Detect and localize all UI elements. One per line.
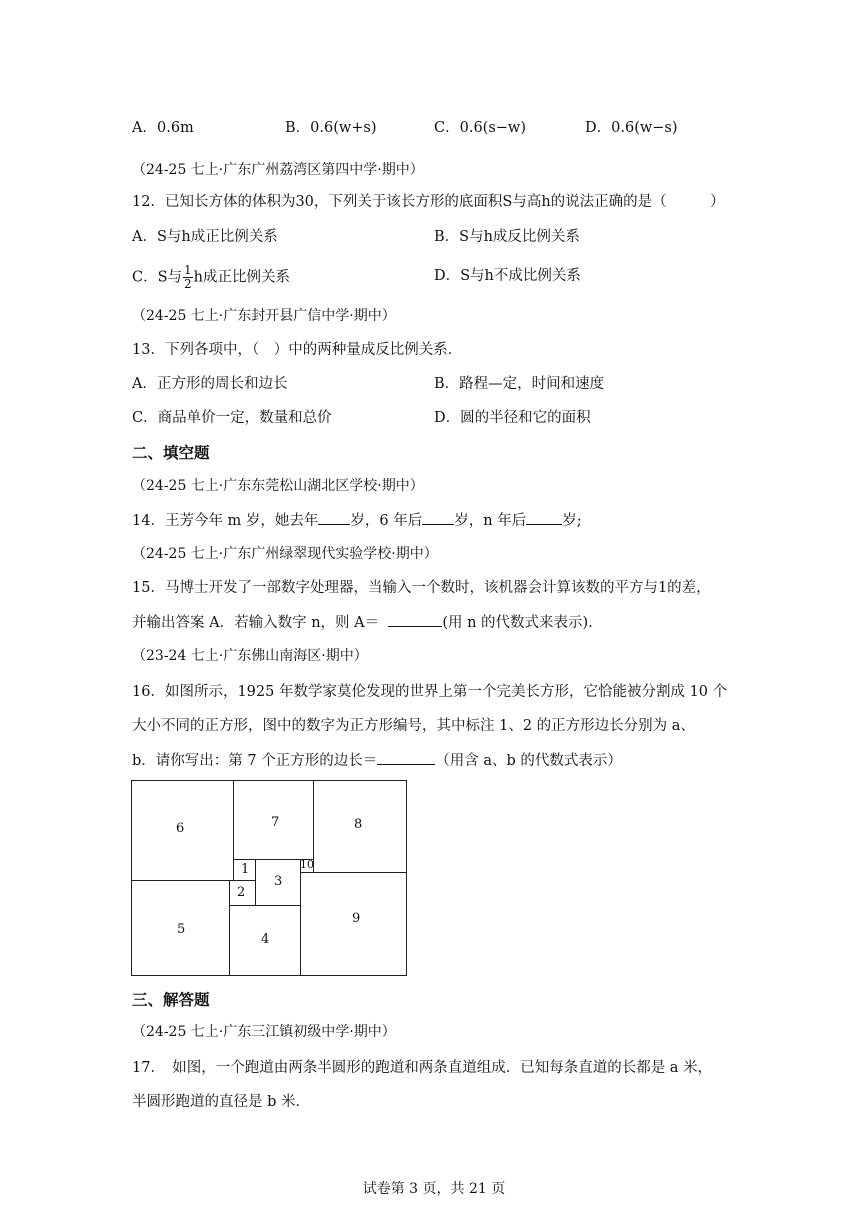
q15-line2: 并输出答案 A．若输入数字 n，则 A＝ (用 n 的代数式来表示)． bbox=[132, 612, 603, 633]
q16-source: （23-24 七上·广东佛山南海区·期中） bbox=[132, 648, 368, 664]
section-fill-in-heading: 二、填空题 bbox=[132, 443, 210, 462]
fraction-one-half: $\frac{1}{2}$ bbox=[184, 263, 192, 291]
square-3: 3 bbox=[255, 859, 301, 906]
square-4: 4 bbox=[229, 905, 301, 976]
q13-option-a: A．正方形的周长和边长 bbox=[132, 376, 288, 392]
q16-line2: 大小不同的正方形，图中的数字为正方形编号，其中标注 1、2 的正方形边长分别为 a、 bbox=[132, 718, 695, 734]
square-9: 9 bbox=[300, 872, 407, 976]
q15-blank[interactable] bbox=[388, 612, 442, 627]
q11-option-a: A．0.6m bbox=[132, 120, 194, 136]
q17-line1: 17． 如图，一个跑道由两条半圆形的跑道和两条直道组成．已知每条直道的长都是 a 米， bbox=[132, 1060, 713, 1076]
square-1: 1 bbox=[233, 859, 256, 881]
square-5: 5 bbox=[131, 880, 230, 976]
q13-stem: 13．下列各项中，（ ）中的两种量成反比例关系． bbox=[132, 342, 463, 358]
q14-blank-3[interactable] bbox=[526, 510, 562, 525]
q12-option-b: B．S与h成反比例关系 bbox=[434, 229, 580, 245]
section-answer-heading: 三、解答题 bbox=[132, 990, 210, 1009]
q17-source: （24-25 七上·广东三江镇初级中学·期中） bbox=[132, 1024, 396, 1040]
square-8: 8 bbox=[313, 780, 407, 873]
square-2: 2 bbox=[229, 880, 256, 906]
q13-option-b: B．路程—定，时间和速度 bbox=[434, 376, 605, 392]
q13-option-d: D．圆的半径和它的面积 bbox=[434, 410, 591, 426]
q15-source: （24-25 七上·广东广州绿翠现代实验学校·期中） bbox=[132, 546, 438, 562]
perfect-rectangle-diagram bbox=[131, 780, 407, 976]
q12-source: （24-25 七上·广东广州荔湾区第四中学·期中） bbox=[132, 162, 424, 178]
q12-option-d: D．S与h不成比例关系 bbox=[434, 268, 581, 284]
q11-option-c: C．0.6(s−w) bbox=[434, 120, 526, 136]
q11-option-b: B．0.6(w+s) bbox=[285, 120, 377, 136]
q12-stem: 12．已知长方体的体积为30，下列关于该长方形的底面积S与高h的说法正确的是（ ） bbox=[132, 194, 725, 210]
q11-option-d: D．0.6(w−s) bbox=[585, 120, 678, 136]
q15-line1: 15．马博士开发了一部数字处理器，当输入一个数时，该机器会计算该数的平方与1的差， bbox=[132, 580, 711, 596]
q13-option-c: C．商品单价一定，数量和总价 bbox=[132, 410, 332, 426]
q13-source: （24-25 七上·广东封开县广信中学·期中） bbox=[132, 308, 396, 324]
q16-blank[interactable] bbox=[377, 750, 435, 765]
q17-line2: 半圆形跑道的直径是 b 米． bbox=[132, 1094, 310, 1110]
q14-stem: 14．王芳今年 m 岁，她去年 岁，6 年后 岁，n 年后 岁; bbox=[132, 510, 582, 531]
page-footer: 试卷第 3 页，共 21 页 bbox=[362, 1181, 506, 1197]
square-7: 7 bbox=[233, 780, 314, 860]
q14-blank-2[interactable] bbox=[422, 510, 454, 525]
q16-line1: 16．如图所示，1925 年数学家莫伦发现的世界上第一个完美长方形，它恰能被分割成 10 个 bbox=[132, 684, 728, 700]
square-6: 6 bbox=[131, 780, 234, 881]
q14-source: （24-25 七上·广东东莞松山湖北区学校·期中） bbox=[132, 478, 424, 494]
square-10: 10 bbox=[300, 858, 314, 871]
q12-option-c: C．S与 $\frac{1}{2}$ h成正比例关系 bbox=[132, 263, 291, 291]
q12-option-a: A．S与h成正比例关系 bbox=[132, 229, 278, 245]
q14-blank-1[interactable] bbox=[318, 510, 350, 525]
q16-line3: b．请你写出：第 7 个正方形的边长＝ （用含 a、b 的代数式表示） bbox=[132, 750, 622, 771]
